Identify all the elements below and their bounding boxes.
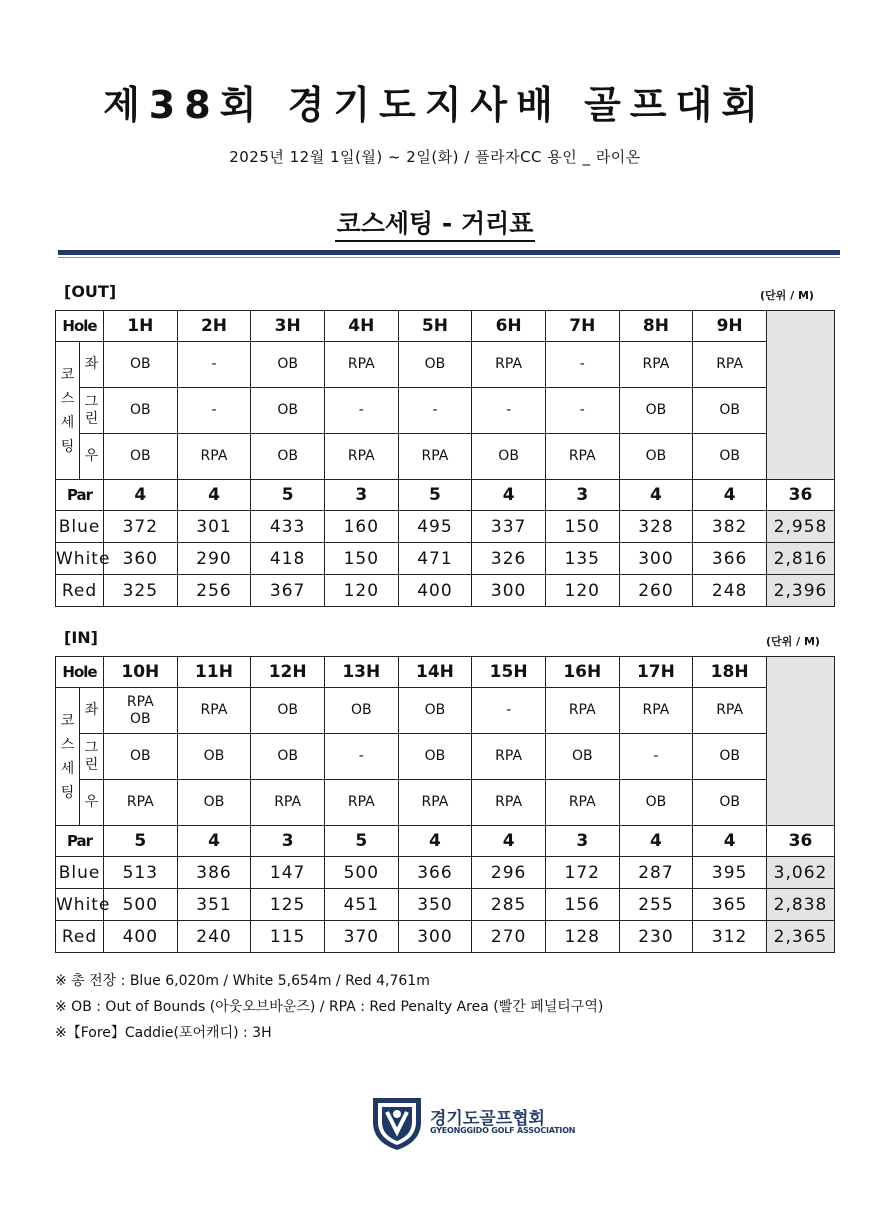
distance-value: 382 (693, 511, 767, 543)
distance-value: 400 (398, 575, 472, 607)
sub-label-left: 좌 (80, 342, 104, 388)
hazard-cell: OB (177, 780, 251, 826)
distance-value: 365 (693, 889, 767, 921)
course-setting-label (56, 688, 80, 826)
hole-label: Hole (56, 657, 104, 688)
par-value: 3 (545, 480, 619, 511)
distance-value: 230 (619, 921, 693, 953)
distance-value: 495 (398, 511, 472, 543)
distance-value: 386 (177, 857, 251, 889)
hazard-cell: OB (324, 688, 398, 734)
hole-number: 9H (693, 311, 767, 342)
hazard-cell: RPA (177, 434, 251, 480)
hazard-cell: OB (619, 780, 693, 826)
distance-value: 255 (619, 889, 693, 921)
white-tee-row (56, 543, 835, 575)
distance-value: 128 (545, 921, 619, 953)
hole-number: 14H (398, 657, 472, 688)
distance-value: 172 (545, 857, 619, 889)
hazard-cell: - (324, 388, 398, 434)
hazard-cell: OB (251, 434, 325, 480)
blank-corner-cell (767, 657, 835, 826)
par-label: Par (56, 480, 104, 511)
par-value: 4 (693, 826, 767, 857)
in-distance-table (55, 656, 835, 953)
white-total: 2,838 (767, 889, 835, 921)
hazard-cell: OB (693, 780, 767, 826)
distance-value: 418 (251, 543, 325, 575)
hazard-cell: - (472, 688, 546, 734)
distance-value: 260 (619, 575, 693, 607)
distance-value: 325 (104, 575, 178, 607)
white-tee-row (56, 889, 835, 921)
par-value: 4 (104, 480, 178, 511)
distance-value: 270 (472, 921, 546, 953)
hole-number: 16H (545, 657, 619, 688)
hole-number: 1H (104, 311, 178, 342)
par-label: Par (56, 826, 104, 857)
par-value: 5 (398, 480, 472, 511)
course-setting-char: 코 (60, 712, 75, 729)
distance-value: 451 (324, 889, 398, 921)
hole-number: 10H (104, 657, 178, 688)
note-ob-rpa: ※ OB : Out of Bounds (아웃오브바운즈) / RPA : Red Penalty Area (빨간 페널티구역) (55, 999, 604, 1015)
distance-value: 360 (104, 543, 178, 575)
hazard-cell: RPA (472, 342, 546, 388)
hole-number: 17H (619, 657, 693, 688)
in-section-label: [IN] (64, 628, 98, 647)
association-name: 경기도골프협회 (430, 1109, 545, 1129)
hole-number: 13H (324, 657, 398, 688)
distance-value: 513 (104, 857, 178, 889)
course-setting-row-left (56, 688, 835, 734)
hazard-cell: RPA (693, 342, 767, 388)
hazard-cell: - (472, 388, 546, 434)
sub-label-right: 우 (80, 780, 104, 826)
hazard-cell: RPA (693, 688, 767, 734)
distance-value: 240 (177, 921, 251, 953)
distance-value: 312 (693, 921, 767, 953)
red-tee-label: Red (56, 575, 104, 607)
course-setting-row-right (56, 780, 835, 826)
hazard-cell: OB (104, 388, 178, 434)
distance-value: 256 (177, 575, 251, 607)
distance-value: 370 (324, 921, 398, 953)
hazard-cell: OB (251, 388, 325, 434)
out-section-label: [OUT] (64, 282, 117, 301)
distance-value: 150 (324, 543, 398, 575)
hazard-cell: - (324, 734, 398, 780)
blue-total: 3,062 (767, 857, 835, 889)
par-value: 4 (693, 480, 767, 511)
par-value: 5 (104, 826, 178, 857)
hazard-cell: RPA (324, 780, 398, 826)
section-heading-text: 코스세팅 - 거리표 (335, 209, 536, 242)
hazard-cell: OB (472, 434, 546, 480)
course-setting-row-right (56, 434, 835, 480)
par-value: 3 (251, 826, 325, 857)
distance-value: 285 (472, 889, 546, 921)
heading-divider (58, 250, 840, 255)
hole-number: 11H (177, 657, 251, 688)
distance-value: 125 (251, 889, 325, 921)
hazard-cell: OB (545, 734, 619, 780)
hole-row (56, 657, 835, 688)
hole-number: 12H (251, 657, 325, 688)
distance-value: 433 (251, 511, 325, 543)
blank-corner-cell (767, 311, 835, 480)
hazard-cell: OB (398, 342, 472, 388)
out-unit-label: (단위 / M) (760, 289, 814, 302)
distance-value: 500 (104, 889, 178, 921)
course-setting-char: 팅 (60, 438, 75, 455)
course-setting-char: 코 (60, 366, 75, 383)
red-tee-row (56, 575, 835, 607)
distance-value: 337 (472, 511, 546, 543)
white-total: 2,816 (767, 543, 835, 575)
hazard-cell: OB (104, 342, 178, 388)
par-value: 4 (177, 480, 251, 511)
note-total-length: ※ 총 전장 : Blue 6,020m / White 5,654m / Red 4,761m (55, 973, 430, 989)
hazard-cell: RPA (545, 434, 619, 480)
hazard-cell: RPA (398, 434, 472, 480)
blue-tee-label: Blue (56, 857, 104, 889)
hazard-cell: RPA (398, 780, 472, 826)
course-setting-char: 스 (60, 736, 75, 753)
distance-value: 160 (324, 511, 398, 543)
hole-number: 7H (545, 311, 619, 342)
section-heading (0, 204, 870, 240)
hole-number: 8H (619, 311, 693, 342)
par-value: 4 (177, 826, 251, 857)
red-total: 2,365 (767, 921, 835, 953)
par-value: 4 (472, 826, 546, 857)
distance-value: 120 (545, 575, 619, 607)
hazard-cell: OB (177, 734, 251, 780)
course-setting-char: 세 (60, 760, 75, 777)
hole-number: 5H (398, 311, 472, 342)
hazard-cell: OB (398, 688, 472, 734)
notes (55, 968, 603, 1046)
distance-value: 301 (177, 511, 251, 543)
hazard-cell: - (398, 388, 472, 434)
hazard-cell: OB (251, 688, 325, 734)
blue-tee-row (56, 511, 835, 543)
distance-value: 400 (104, 921, 178, 953)
par-total: 36 (767, 826, 835, 857)
association-english-name: GYEONGGIDO GOLF ASSOCIATION (430, 1126, 576, 1135)
sub-label-green: 그 린 (80, 388, 104, 434)
hazard-cell: RPA (251, 780, 325, 826)
hazard-cell: - (619, 734, 693, 780)
hazard-cell: - (545, 388, 619, 434)
hazard-cell: OB (693, 434, 767, 480)
blue-tee-label: Blue (56, 511, 104, 543)
distance-value: 350 (398, 889, 472, 921)
distance-value: 150 (545, 511, 619, 543)
distance-value: 471 (398, 543, 472, 575)
hole-number: 2H (177, 311, 251, 342)
distance-value: 115 (251, 921, 325, 953)
hole-number: 6H (472, 311, 546, 342)
hazard-cell: RPA (472, 734, 546, 780)
red-tee-row (56, 921, 835, 953)
white-tee-label: White (56, 889, 104, 921)
distance-value: 372 (104, 511, 178, 543)
distance-value: 300 (398, 921, 472, 953)
course-setting-row-left (56, 342, 835, 388)
hazard-cell: RPA (177, 688, 251, 734)
sub-label-left: 좌 (80, 688, 104, 734)
in-unit-label: (단위 / M) (766, 635, 820, 648)
par-value: 3 (545, 826, 619, 857)
course-setting-char: 세 (60, 414, 75, 431)
distance-value: 147 (251, 857, 325, 889)
sub-label-right: 우 (80, 434, 104, 480)
distance-value: 300 (619, 543, 693, 575)
distance-value: 395 (693, 857, 767, 889)
par-value: 3 (324, 480, 398, 511)
hole-row (56, 311, 835, 342)
distance-value: 351 (177, 889, 251, 921)
hazard-cell: OB (693, 734, 767, 780)
distance-value: 290 (177, 543, 251, 575)
par-value: 4 (619, 480, 693, 511)
par-value: 4 (619, 826, 693, 857)
hazard-cell: OB (693, 388, 767, 434)
hole-label: Hole (56, 311, 104, 342)
heading-divider-thin (58, 257, 840, 258)
hazard-cell: - (177, 388, 251, 434)
par-row (56, 826, 835, 857)
hazard-cell: OB (398, 734, 472, 780)
hole-number: 3H (251, 311, 325, 342)
par-value: 5 (324, 826, 398, 857)
hazard-cell: RPA (324, 434, 398, 480)
note-fore-caddie: ※【Fore】Caddie(포어캐디) : 3H (55, 1025, 272, 1041)
distance-value: 300 (472, 575, 546, 607)
hazard-cell: RPA (472, 780, 546, 826)
distance-value: 120 (324, 575, 398, 607)
blue-total: 2,958 (767, 511, 835, 543)
distance-value: 156 (545, 889, 619, 921)
distance-value: 366 (693, 543, 767, 575)
distance-value: 500 (324, 857, 398, 889)
hole-number: 4H (324, 311, 398, 342)
par-value: 4 (398, 826, 472, 857)
document-title: 제38회 경기도지사배 골프대회 (103, 83, 767, 127)
course-setting-char: 팅 (60, 784, 75, 801)
distance-value: 328 (619, 511, 693, 543)
distance-value: 135 (545, 543, 619, 575)
distance-value: 296 (472, 857, 546, 889)
hazard-cell: RPA (104, 780, 178, 826)
hazard-cell: - (545, 342, 619, 388)
event-date-venue: 2025년 12월 1일(월) ~ 2일(화) / 플라자CC 용인 _ 라이온 (229, 148, 641, 166)
hazard-cell: RPA OB (104, 688, 178, 734)
hazard-cell: OB (619, 388, 693, 434)
course-setting-char: 스 (60, 390, 75, 407)
distance-value: 366 (398, 857, 472, 889)
hazard-cell: RPA (619, 342, 693, 388)
red-tee-label: Red (56, 921, 104, 953)
course-setting-label (56, 342, 80, 480)
par-value: 5 (251, 480, 325, 511)
hole-number: 15H (472, 657, 546, 688)
hazard-cell: - (177, 342, 251, 388)
par-total: 36 (767, 480, 835, 511)
hazard-cell: OB (251, 734, 325, 780)
par-row (56, 480, 835, 511)
red-total: 2,396 (767, 575, 835, 607)
hazard-cell: OB (251, 342, 325, 388)
hazard-cell: OB (104, 434, 178, 480)
course-setting-row-green (56, 388, 835, 434)
hazard-cell: OB (104, 734, 178, 780)
hazard-cell: OB (619, 434, 693, 480)
association-logo-icon (370, 1094, 424, 1152)
distance-value: 367 (251, 575, 325, 607)
blue-tee-row (56, 857, 835, 889)
sub-label-green: 그 린 (80, 734, 104, 780)
out-distance-table (55, 310, 835, 607)
hole-number: 18H (693, 657, 767, 688)
distance-value: 326 (472, 543, 546, 575)
course-setting-row-green (56, 734, 835, 780)
distance-value: 287 (619, 857, 693, 889)
par-value: 4 (472, 480, 546, 511)
hazard-cell: RPA (545, 688, 619, 734)
hazard-cell: RPA (324, 342, 398, 388)
white-tee-label: White (56, 543, 104, 575)
hazard-cell: RPA (619, 688, 693, 734)
hazard-cell: RPA (545, 780, 619, 826)
distance-value: 248 (693, 575, 767, 607)
